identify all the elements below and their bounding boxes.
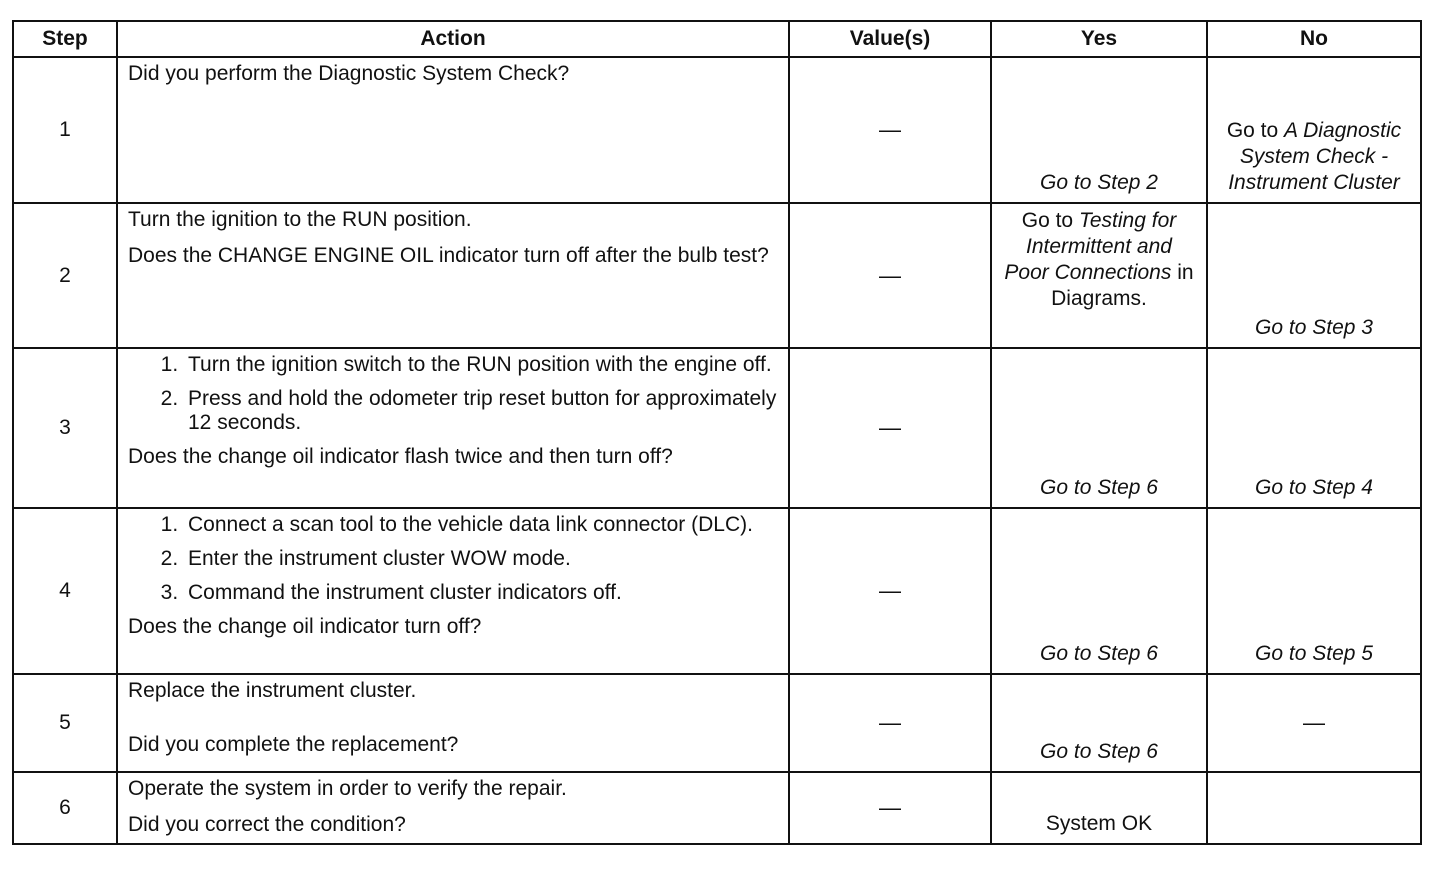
action-step-item: 3. Command the instrument cluster indicators off. (184, 581, 778, 605)
header-yes: Yes (991, 21, 1207, 57)
step-number: 5 (13, 674, 117, 772)
header-values: Value(s) (789, 21, 991, 57)
action-question: Does the change oil indicator flash twice and then turn off? (128, 445, 673, 468)
action-step-item: 1. Connect a scan tool to the vehicle data link connector (DLC). (184, 513, 778, 537)
action-steps-list (128, 513, 778, 605)
value-cell: — (789, 203, 991, 348)
action-steps-list (128, 353, 778, 435)
action-step-item: 1. Turn the ignition switch to the RUN position with the engine off. (184, 353, 778, 377)
no-cell (1207, 203, 1421, 348)
value-cell: — (789, 57, 991, 203)
no-cell (1207, 772, 1421, 844)
step-number: 3 (13, 348, 117, 508)
action-text: Did you perform the Diagnostic System Check? (128, 62, 570, 85)
no-prefix: Go to (1226, 119, 1279, 142)
action-cell (117, 203, 789, 348)
yes-text: Go to Step 6 (1040, 642, 1158, 665)
no-text: Go to Step 3 (1255, 316, 1373, 339)
table-row (13, 508, 1421, 674)
action-cell (117, 508, 789, 674)
step-number: 6 (13, 772, 117, 844)
header-action: Action (117, 21, 789, 57)
yes-link-text: Testing for Intermittent and Poor Connections (1004, 209, 1177, 284)
yes-text: System OK (1045, 812, 1153, 835)
action-question: Does the change oil indicator turn off? (128, 615, 482, 638)
no-link-text: A Diagnostic System Check - Instrument Cluster (1228, 119, 1402, 194)
action-question: Did you correct the condition? (128, 813, 406, 836)
value-cell: — (789, 772, 991, 844)
table-row (13, 203, 1421, 348)
yes-cell (991, 203, 1207, 348)
step-number: 1 (13, 57, 117, 203)
yes-cell (991, 674, 1207, 772)
no-cell (1207, 57, 1421, 203)
action-cell (117, 772, 789, 844)
action-step-item: 2. Press and hold the odometer trip reset button for approximately 12 seconds. (184, 387, 778, 435)
step-number: 2 (13, 203, 117, 348)
yes-cell (991, 772, 1207, 844)
action-cell (117, 674, 789, 772)
value-cell: — (789, 674, 991, 772)
table-row (13, 674, 1421, 772)
no-cell (1207, 348, 1421, 508)
yes-cell (991, 508, 1207, 674)
no-text: Go to Step 5 (1255, 642, 1373, 665)
action-question: Does the CHANGE ENGINE OIL indicator turn off after the bulb test? (128, 244, 769, 267)
action-text: Replace the instrument cluster. (128, 679, 417, 702)
yes-suffix: in Diagrams. (1051, 261, 1194, 310)
action-cell (117, 348, 789, 508)
no-text: Go to Step 4 (1255, 476, 1373, 499)
yes-prefix: Go to (1021, 209, 1074, 232)
diagnostic-table (12, 20, 1422, 845)
action-step-item: 2. Enter the instrument cluster WOW mode. (184, 547, 778, 571)
no-cell: — (1207, 674, 1421, 772)
no-cell (1207, 508, 1421, 674)
table-row (13, 57, 1421, 203)
value-cell: — (789, 348, 991, 508)
step-number: 4 (13, 508, 117, 674)
header-step: Step (13, 21, 117, 57)
action-cell (117, 57, 789, 203)
yes-text: Go to Step 6 (1040, 740, 1158, 763)
action-text: Operate the system in order to verify the repair. (128, 777, 567, 800)
table-row (13, 348, 1421, 508)
yes-text: Go to Step 2 (1040, 171, 1158, 194)
table-row (13, 772, 1421, 844)
value-cell: — (789, 508, 991, 674)
yes-text: Go to Step 6 (1040, 476, 1158, 499)
header-no: No (1207, 21, 1421, 57)
yes-cell (991, 57, 1207, 203)
table-header-row (13, 21, 1421, 57)
yes-cell (991, 348, 1207, 508)
action-question: Did you complete the replacement? (128, 733, 459, 756)
action-text: Turn the ignition to the RUN position. (128, 208, 472, 231)
